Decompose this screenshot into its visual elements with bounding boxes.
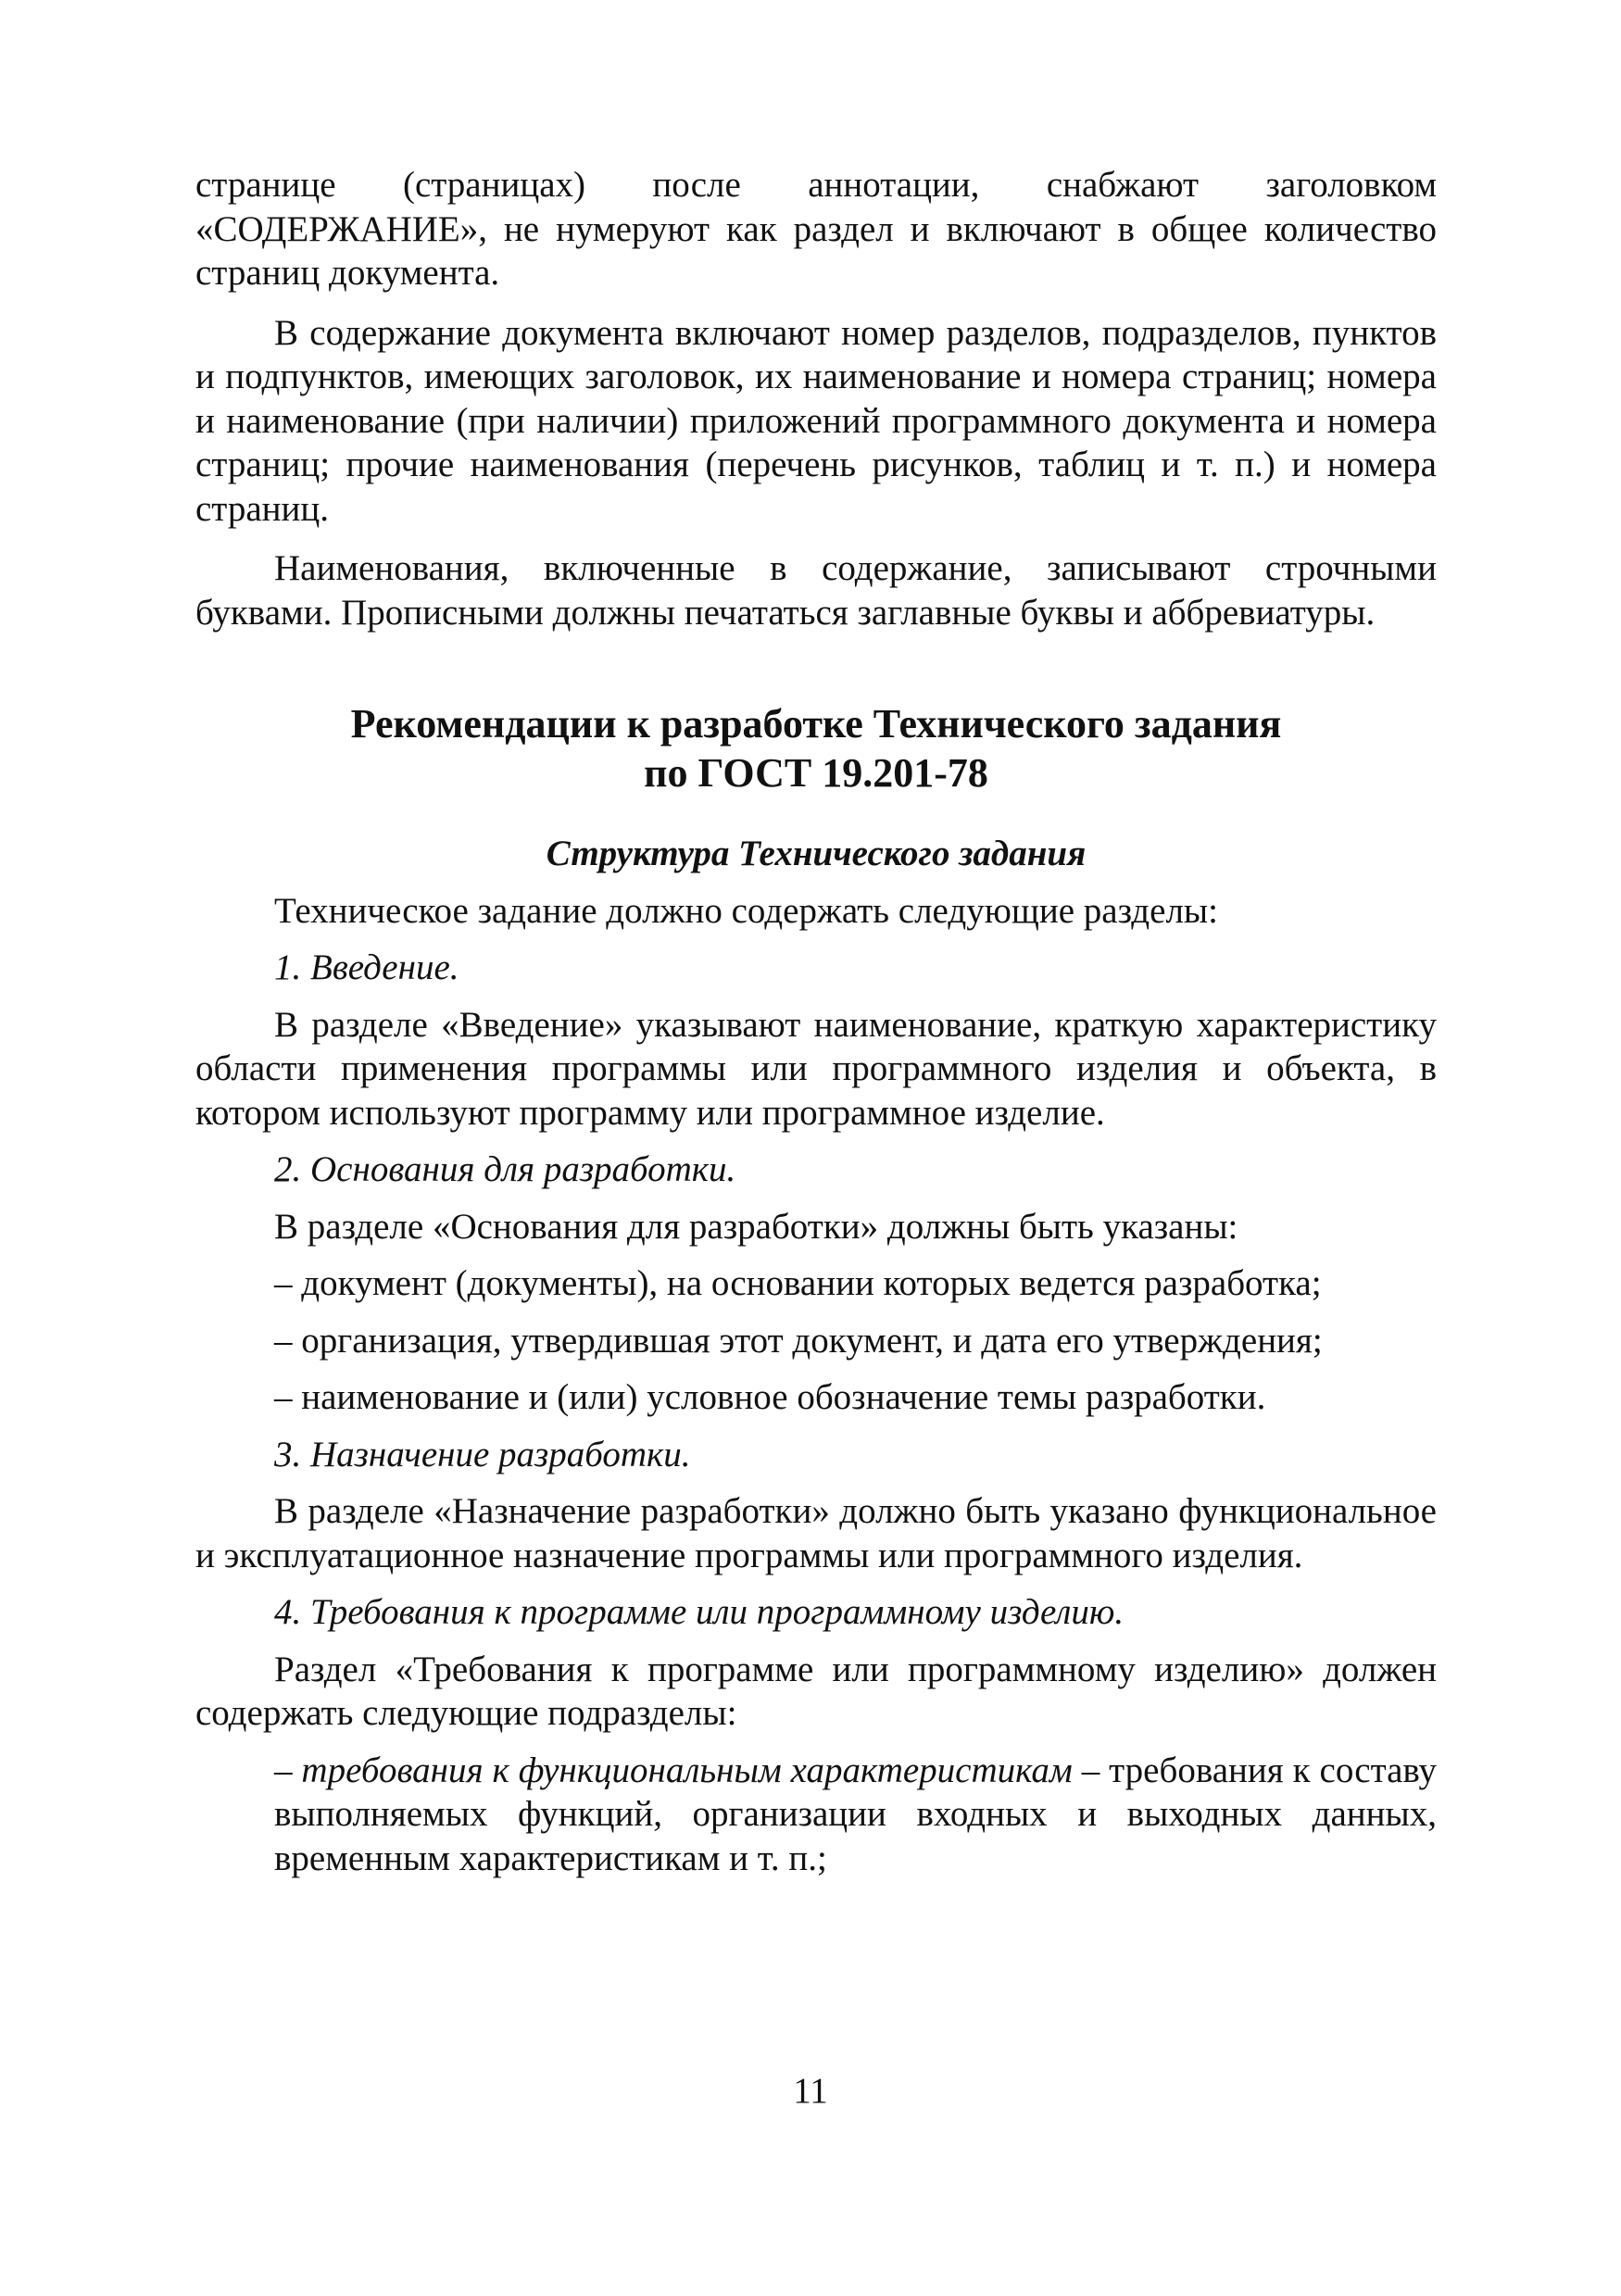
list-item: – наименование и (или) условное обозначение темы разработки. bbox=[274, 1377, 1266, 1417]
list-item: – документ (документы), на основании которых ведется разработка; bbox=[274, 1263, 1322, 1303]
section-3-title: 3. Назначение разработки. bbox=[274, 1434, 691, 1474]
section-1-title: 1. Введение. bbox=[274, 947, 459, 987]
section-1-text: В разделе «Введение» указывают наименование, краткую характеристику области применения программы или программного изделия и объекта, в котором используют программу или программное изделие. bbox=[195, 1004, 1437, 1133]
section-2-lead: В разделе «Основания для разработки» должны быть указаны: bbox=[274, 1206, 1238, 1247]
list-item-term: требования к функциональным характеристикам bbox=[301, 1750, 1073, 1790]
list-item-text: – требования к составу выполняемых функций, организации входных и выходных данных, временным характеристикам и т. п.; bbox=[274, 1750, 1438, 1878]
section-heading-line-2: по ГОСТ 19.201-78 bbox=[644, 750, 988, 796]
section-4-lead: Раздел «Требования к программе или программному изделию» должен содержать следующие подразделы: bbox=[195, 1649, 1437, 1733]
paragraph-contents-placement: странице (страницах) после аннотации, снабжают заголовком «СОДЕРЖАНИЕ», не нумеруют как раздел и включают в общее количество страниц документа. bbox=[195, 165, 1437, 293]
section-heading bbox=[195, 699, 1437, 797]
document-page bbox=[195, 163, 1437, 1880]
list-item: – организация, утвердившая этот документ, и дата его утверждения; bbox=[274, 1320, 1323, 1361]
section-3-text: В разделе «Назначение разработки» должно быть указано функциональное и эксплуатационное назначение программы или программного изделия. bbox=[195, 1491, 1437, 1575]
page-number: 11 bbox=[793, 2071, 828, 2111]
section-4-title: 4. Требования к программе или программному изделию. bbox=[274, 1592, 1125, 1632]
list-item bbox=[195, 1749, 1437, 1881]
section-heading-line-1: Рекомендации к разработке Технического задания bbox=[350, 701, 1282, 747]
paragraph-contents-letter-case: Наименования, включенные в содержание, записывают строчными буквами. Прописными должны печататься заглавные буквы и аббревиатуры. bbox=[195, 548, 1437, 633]
paragraph-contents-composition: В содержание документа включают номер разделов, подразделов, пунктов и подпунктов, имеющих заголовок, их наименование и номера страниц; номера и наименование (при наличии) приложений программного документа и номера страниц; прочие наименования (перечень рисунков, таблиц и т. п.) и номера страниц. bbox=[195, 312, 1437, 529]
structure-lead: Техническое задание должно содержать следующие разделы: bbox=[274, 890, 1218, 931]
list-item-dash: – bbox=[274, 1750, 302, 1790]
section-2-title: 2. Основания для разработки. bbox=[274, 1149, 736, 1189]
subsection-heading: Структура Технического задания bbox=[546, 834, 1087, 873]
